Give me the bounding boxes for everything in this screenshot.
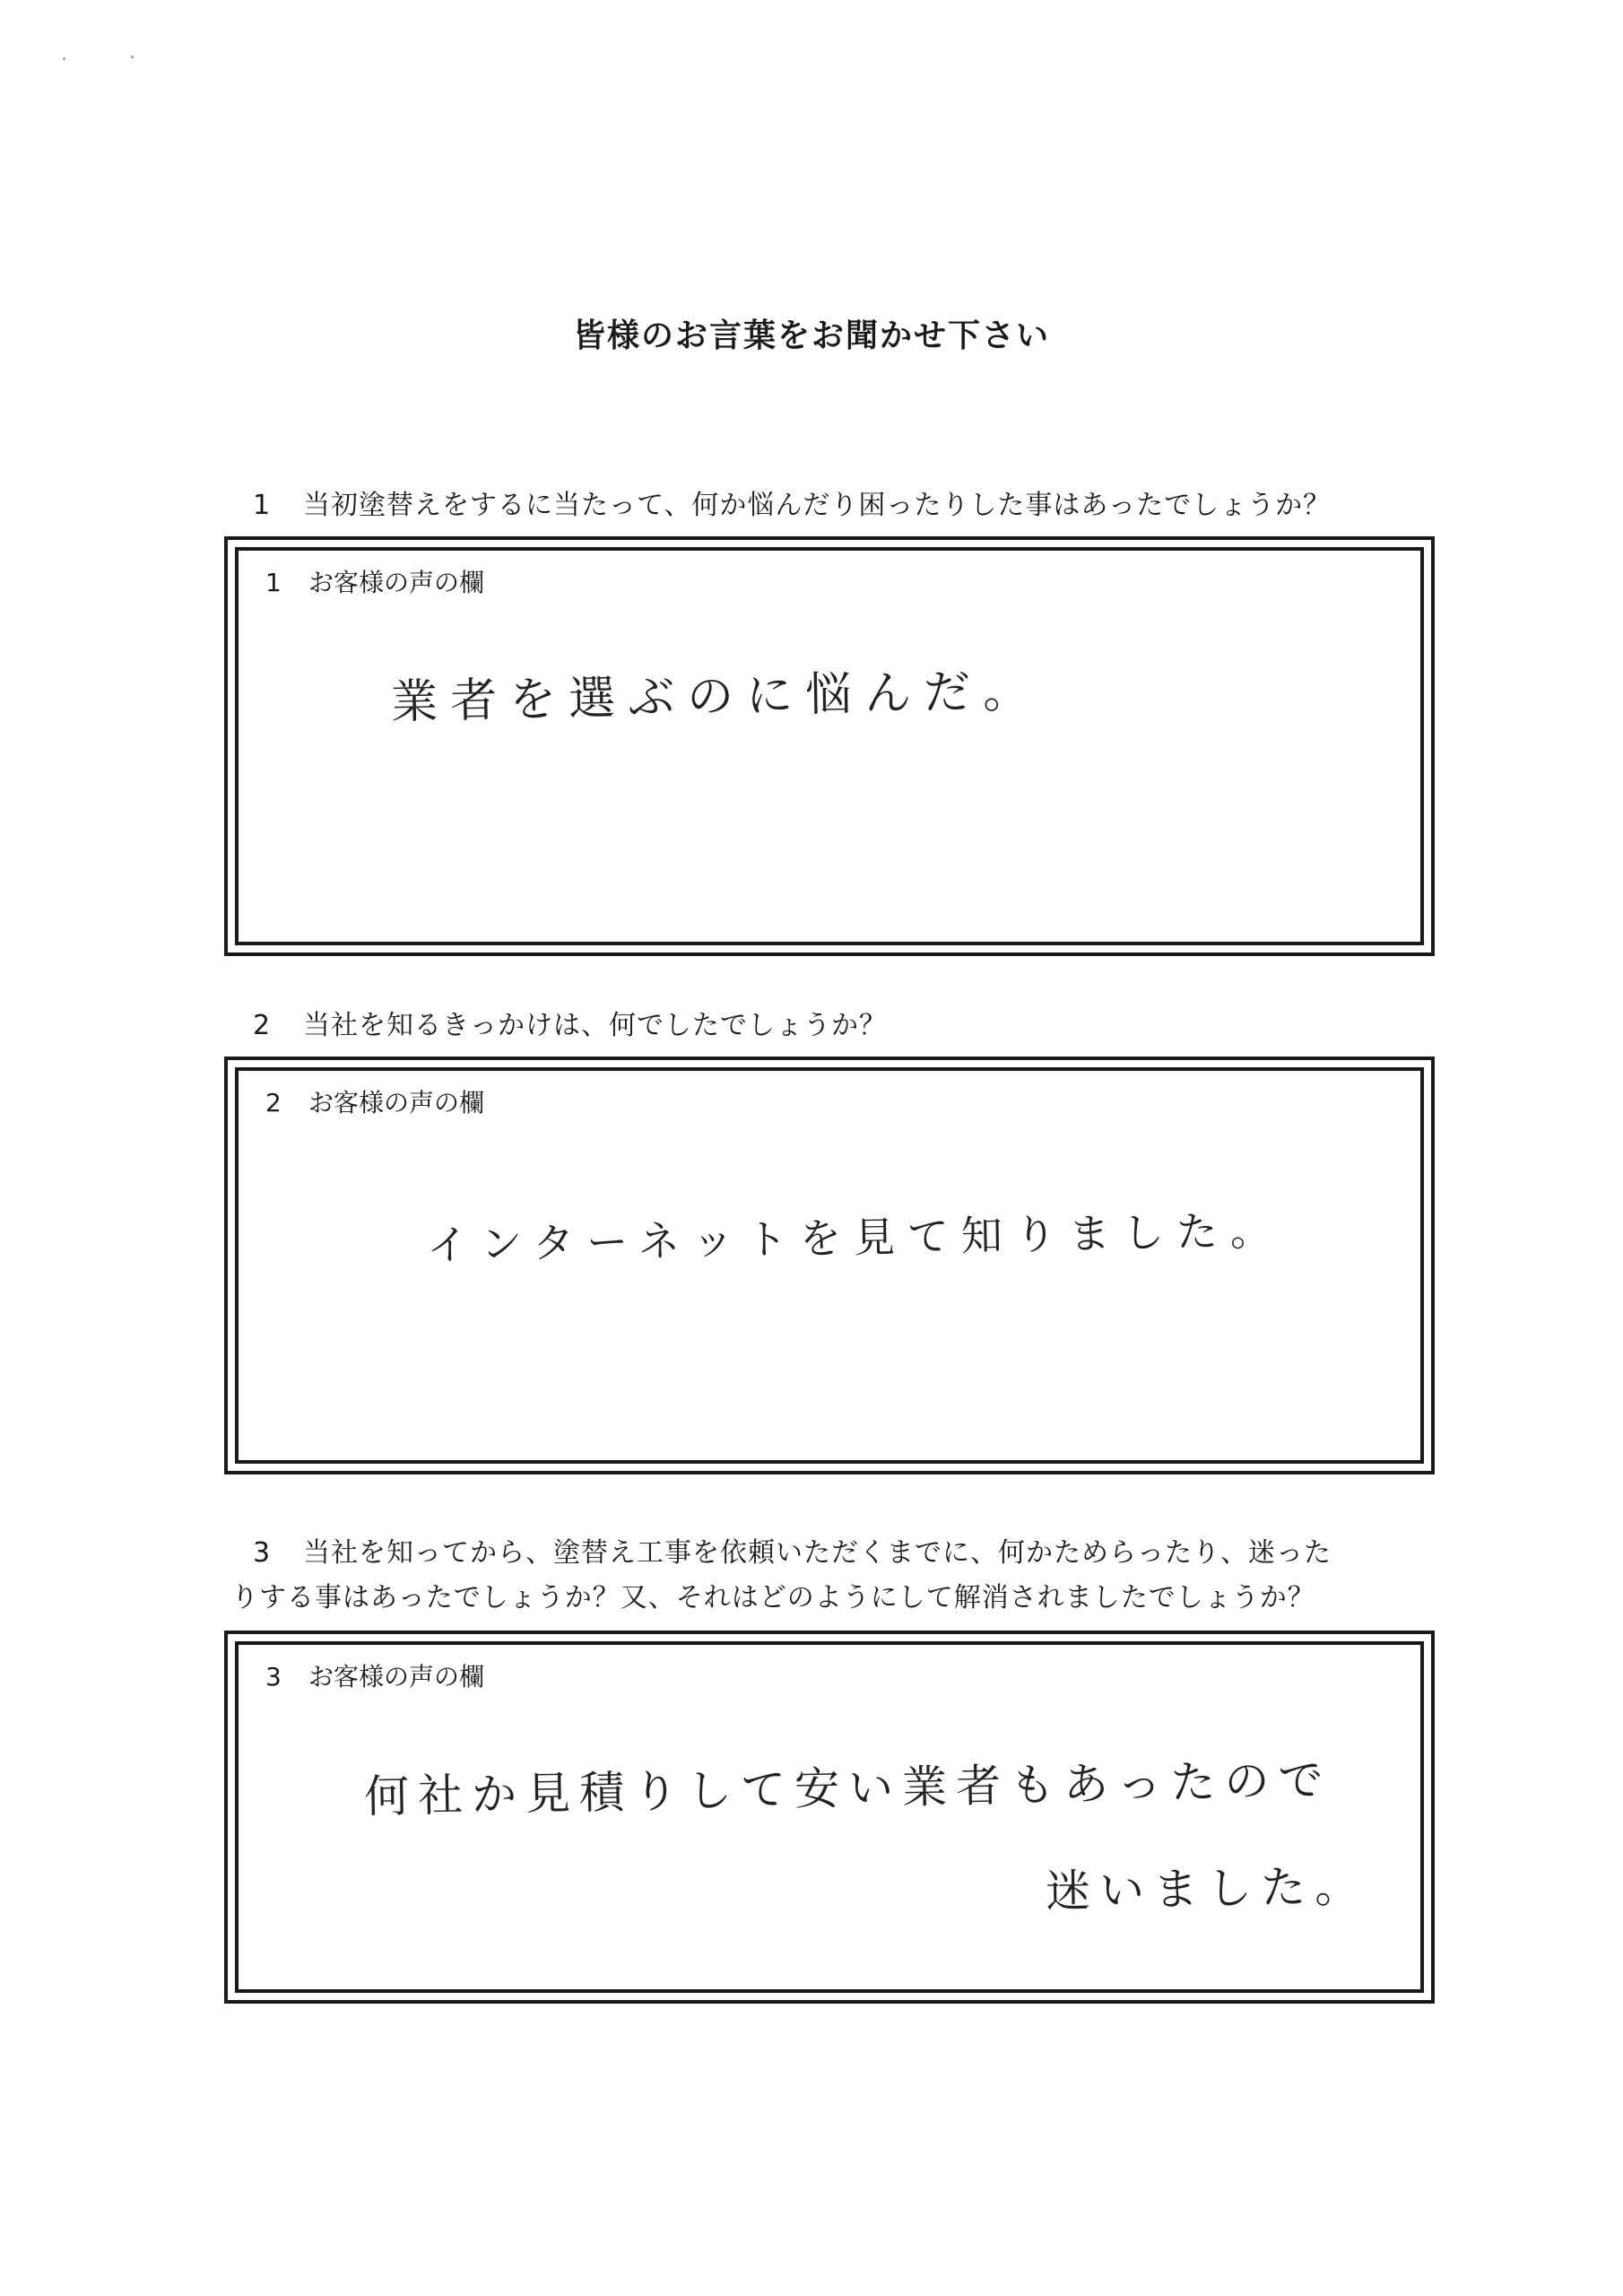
answer-box-inner bbox=[235, 547, 1424, 945]
scan-speck bbox=[131, 56, 134, 58]
question-text: りする事はあったでしょうか？又、それはどのようにして解消されましたでしょうか？ bbox=[231, 1582, 1315, 1613]
scan-speck bbox=[63, 57, 65, 60]
answer-box-2 bbox=[224, 1057, 1435, 1474]
handwritten-answer-line: 迷いました。 bbox=[1045, 1859, 1369, 1918]
answer-box-1 bbox=[224, 536, 1435, 956]
box-header bbox=[265, 1083, 484, 1119]
handwritten-answer-line: 何社か見積りして安い業者もあったので bbox=[363, 1753, 1332, 1823]
question-text: 当社を知るきっかけは、何でしたでしょうか？ bbox=[303, 1010, 887, 1041]
question-3 bbox=[253, 1532, 1332, 1575]
answer-box-inner bbox=[235, 1641, 1424, 1993]
box-header bbox=[265, 1657, 484, 1693]
question-number: 2 bbox=[253, 1010, 272, 1041]
box-number: 3 bbox=[265, 1662, 282, 1692]
question-2 bbox=[253, 1004, 887, 1048]
question-text: 当初塗替えをするに当たって、何か悩んだり困ったりした事はあったでしょうか？ bbox=[303, 490, 1332, 521]
question-3-continued bbox=[231, 1577, 1315, 1620]
page-title: 皆様のお言葉をお聞かせ下さい bbox=[572, 317, 1050, 354]
box-label: お客様の声の欄 bbox=[308, 1662, 485, 1692]
box-number: 1 bbox=[265, 568, 282, 597]
question-number: 1 bbox=[253, 490, 272, 521]
question-number: 3 bbox=[253, 1537, 272, 1569]
handwritten-answer-line: 業者を選ぶのに悩んだ。 bbox=[390, 664, 1043, 730]
answer-box-inner bbox=[235, 1067, 1424, 1464]
handwritten-answer-line: インターネットを見て知りました。 bbox=[426, 1205, 1285, 1270]
box-number: 2 bbox=[265, 1088, 282, 1118]
question-1 bbox=[253, 484, 1331, 527]
answer-box-3 bbox=[224, 1631, 1435, 2004]
box-label: お客様の声の欄 bbox=[308, 568, 485, 597]
box-header bbox=[265, 563, 484, 599]
question-text: 当社を知ってから、塗替え工事を依頼いただくまでに、何かためらったり、迷った bbox=[303, 1537, 1332, 1569]
box-label: お客様の声の欄 bbox=[308, 1088, 485, 1118]
